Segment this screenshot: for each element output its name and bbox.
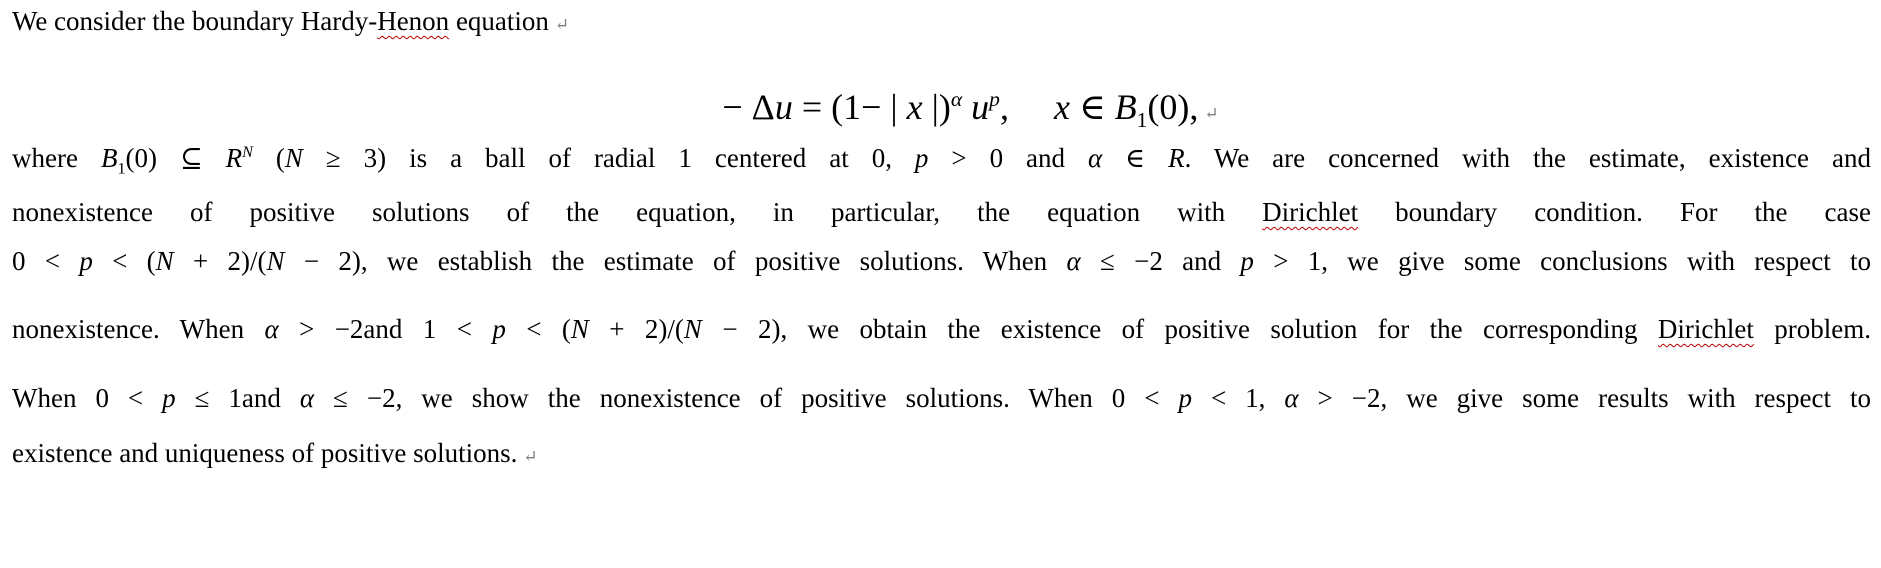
final-line-text: existence and uniqueness of positive solutions.: [12, 438, 518, 468]
paragraph-mark-icon: ↵: [523, 447, 538, 466]
text-line-1: where $B_1(0)$ ⊆ $R^N$ (N ≥ 3) is a ball of radial 1 centered at 0, p > 0 and α ∈ R. We are concerned with the estimate, existence and: [12, 143, 1871, 178]
paragraph-mark-icon: ↵: [554, 15, 570, 34]
text-line-3: 0 < p < (N + 2)/(N − 2), we establish the estimate of positive solutions. When α ≤ −2 and p > 1, we give some conclusions with respect to: [12, 246, 1872, 276]
spellcheck-word[interactable]: Henon: [377, 6, 450, 36]
paragraph-mark-icon: ↵: [1204, 104, 1219, 123]
spellcheck-word[interactable]: Dirichlet: [1657, 314, 1754, 344]
text-line-6: [12, 436, 1871, 474]
text-line-5: When 0 < p ≤ 1and α ≤ −2, we show the nonexistence of positive solutions. When 0 < p < 1, α > −2, we give some results with respect to: [12, 383, 1871, 413]
text-line-4: nonexistence. When α > −2and 1 < p < (N + 2)/(N − 2), we obtain the existence of positive solution for the corresponding Dirichlet problem.: [12, 314, 1872, 344]
text-line-2: nonexistence of positive solutions of the equation, in particular, the equation with Dirichlet boundary condition. For the case: [12, 197, 1871, 227]
display-equation: − Δu = (1− | x |)$^\alpha$ $u^p$, x ∈ $B_1(0)$, ↵: [722, 87, 1219, 133]
intro-text: We consider the boundary Hardy-: [12, 6, 378, 36]
intro-line: [12, 4, 1871, 42]
intro-end: equation: [449, 6, 549, 36]
spellcheck-word[interactable]: Dirichlet: [1262, 197, 1359, 227]
